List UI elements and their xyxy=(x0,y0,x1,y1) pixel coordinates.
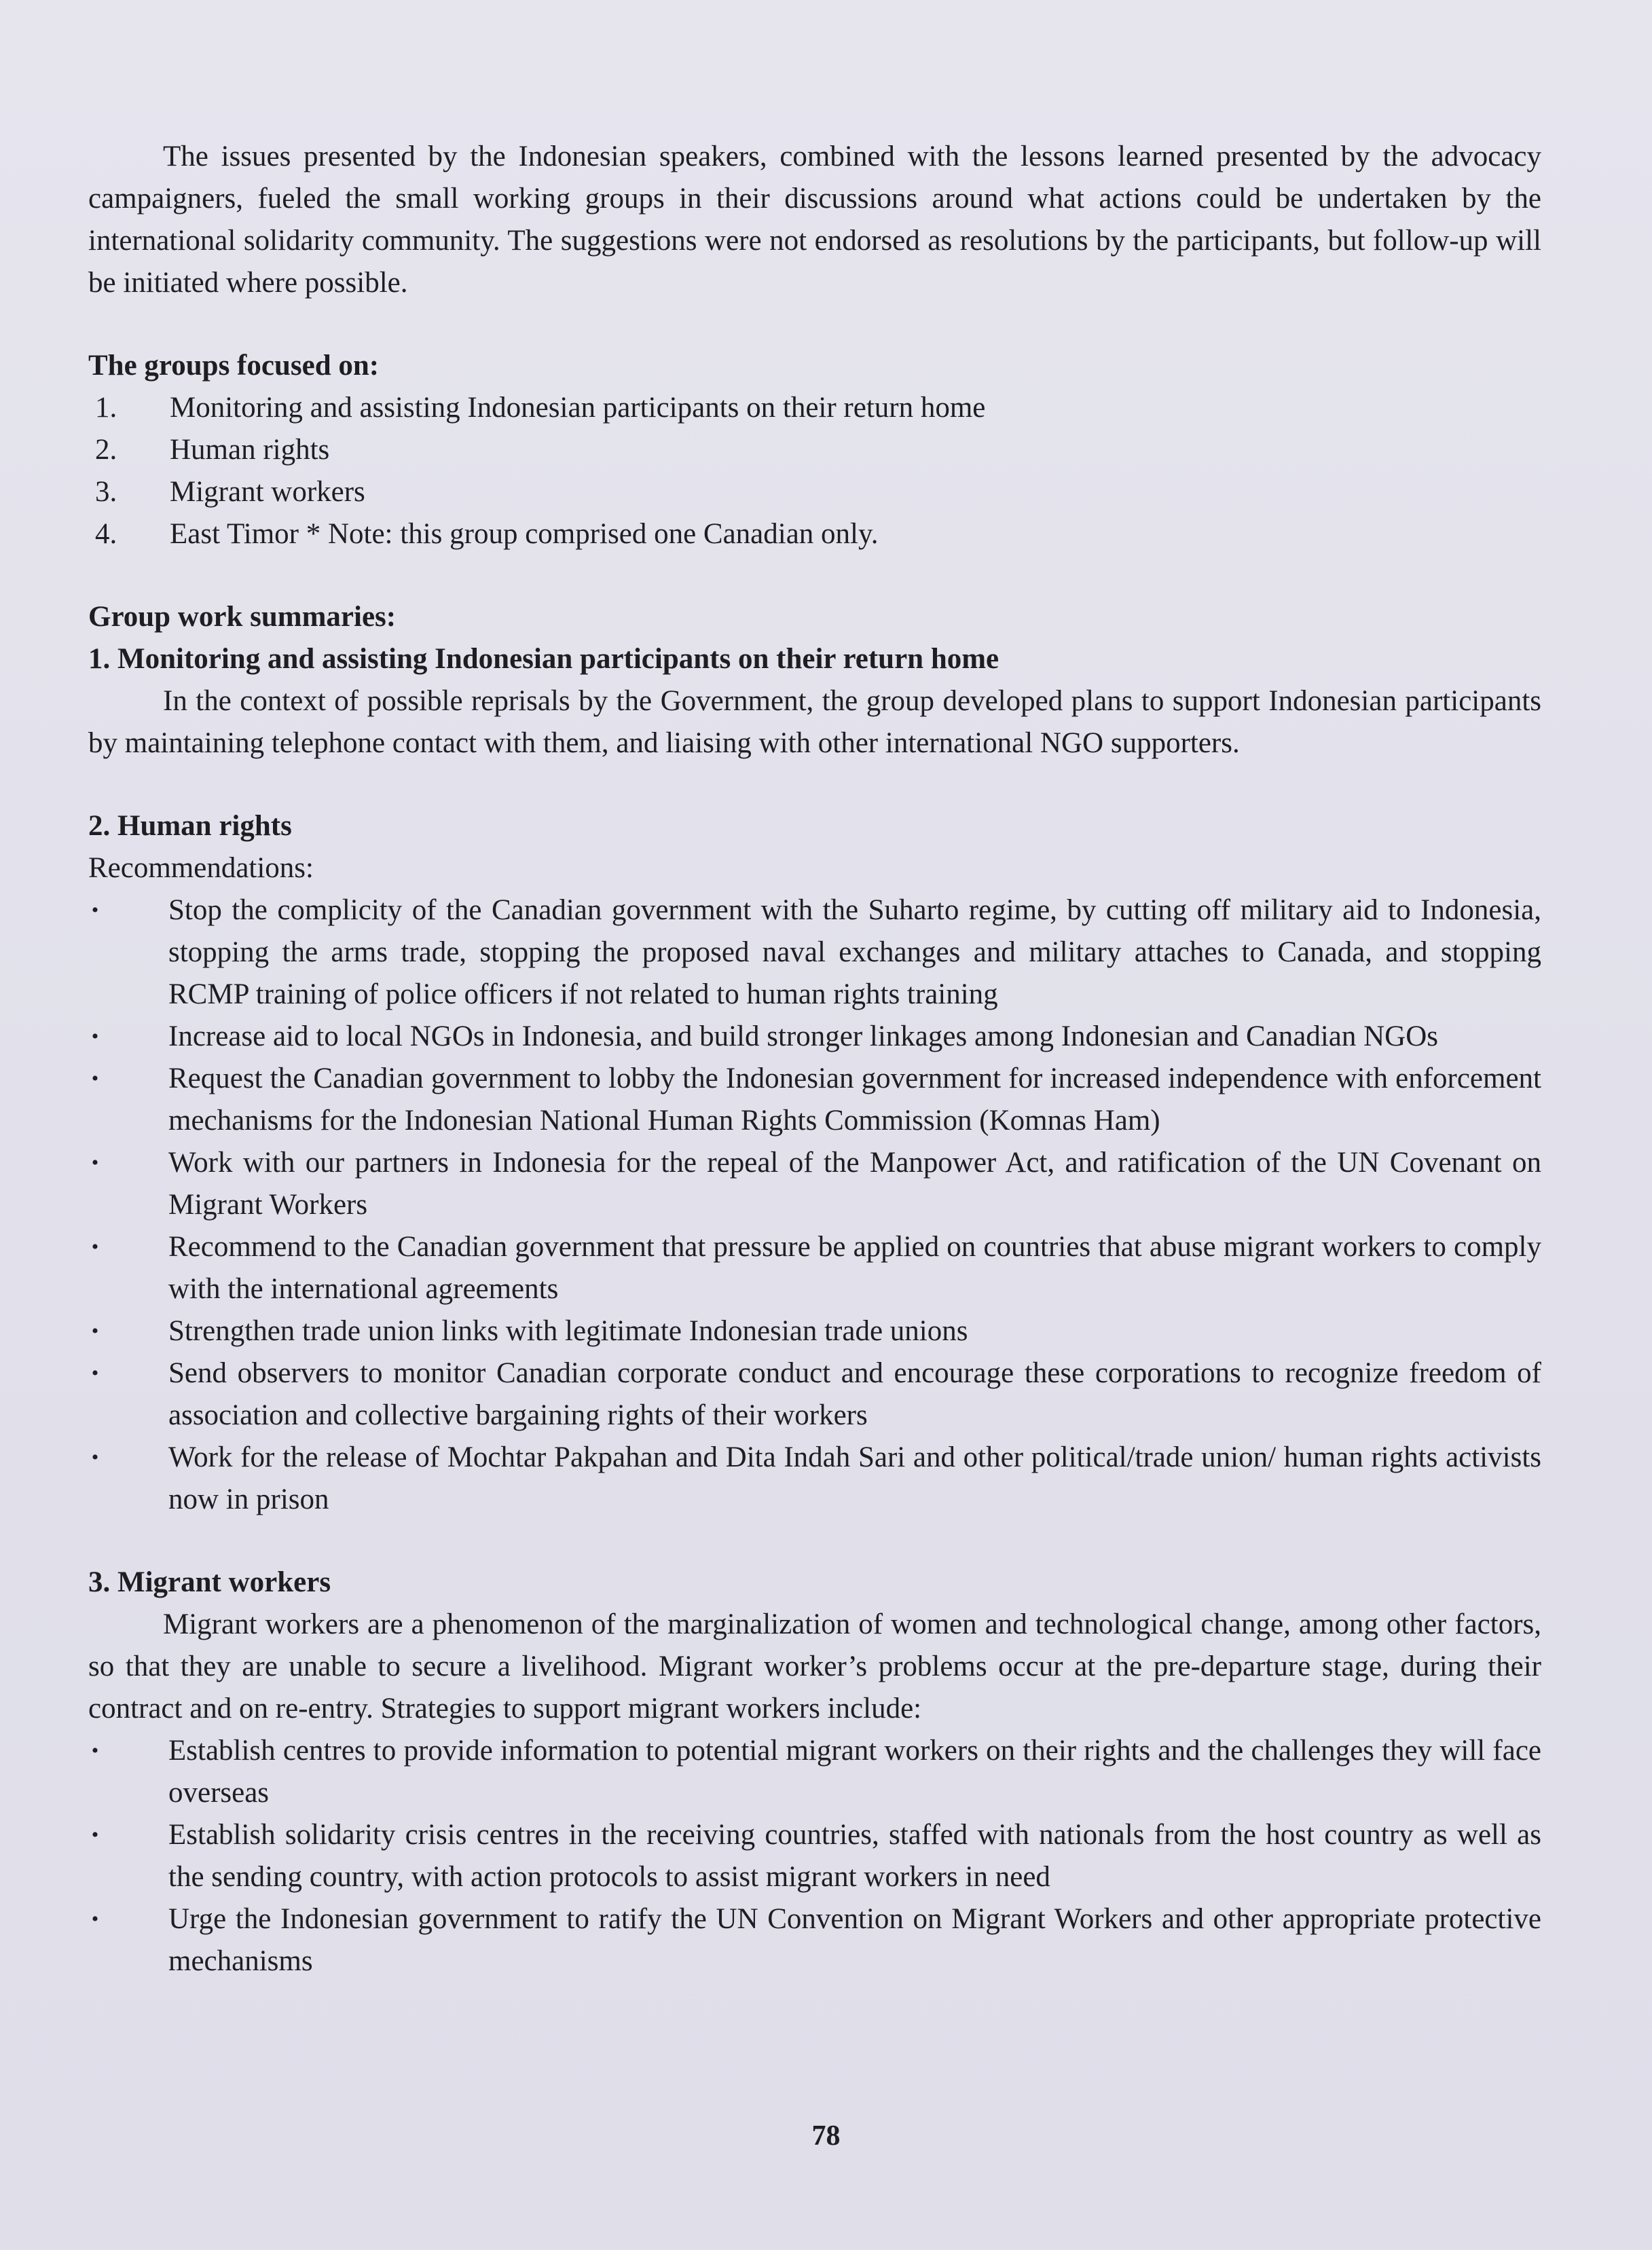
bullet-text: Work with our partners in Indonesia for the repeal of the Manpower Act, and ratification of the UN Covenant on Migrant Workers xyxy=(168,1147,1541,1221)
groups-focused-list xyxy=(88,387,1541,555)
monitoring-heading: 1. Monitoring and assisting Indonesian participants on their return home xyxy=(88,643,999,675)
list-number: 4. xyxy=(95,518,117,550)
list-item xyxy=(88,1310,1541,1352)
bullet-icon: • xyxy=(91,1824,99,1846)
bullet-icon: • xyxy=(91,1151,99,1174)
bullet-icon: • xyxy=(91,1236,99,1258)
migrant-workers-paragraph: Migrant workers are a phenomenon of the marginalization of women and technological change, among other factors, so that they are unable to secure a livelihood. Migrant worker’s problems occur at the pre-departure stage, during their contract and on re-entry. Strategies to support migrant workers include: xyxy=(88,1608,1541,1725)
human-rights-heading: 2. Human rights xyxy=(88,810,292,842)
bullet-icon: • xyxy=(91,1320,99,1342)
list-item-text: Human rights xyxy=(170,434,330,466)
group-work-summaries-heading: Group work summaries: xyxy=(88,601,397,633)
list-item xyxy=(88,429,1541,471)
list-item xyxy=(88,1016,1541,1058)
list-item-text: Migrant workers xyxy=(170,476,365,508)
list-item xyxy=(88,1898,1541,1982)
bullet-text: Recommend to the Canadian government that pressure be applied on countries that abuse migrant workers to comply with the international agreements xyxy=(168,1231,1541,1305)
bullet-text: Request the Canadian government to lobby the Indonesian government for increased independence with enforcement mechanisms for the Indonesian National Human Rights Commission (Komnas Ham) xyxy=(168,1063,1541,1137)
bullet-text: Send observers to monitor Canadian corporate conduct and encourage these corporations to recognize freedom of association and collective bargaining rights of their workers xyxy=(168,1357,1541,1431)
bullet-text: Increase aid to local NGOs in Indonesia, and build stronger linkages among Indonesian and Canadian NGOs xyxy=(168,1020,1439,1052)
migrant-workers-heading: 3. Migrant workers xyxy=(88,1566,331,1598)
page-content xyxy=(88,136,1541,1982)
list-item xyxy=(88,1814,1541,1898)
groups-focused-heading: The groups focused on: xyxy=(88,350,380,382)
bullet-text: Strengthen trade union links with legitimate Indonesian trade unions xyxy=(168,1315,968,1347)
list-item xyxy=(88,513,1541,555)
bullet-icon: • xyxy=(91,1908,99,1930)
human-rights-recommendations xyxy=(88,889,1541,1521)
list-item-text: East Timor * Note: this group comprised one Canadian only. xyxy=(170,518,879,550)
list-item xyxy=(88,471,1541,513)
list-item xyxy=(88,1437,1541,1521)
list-number: 3. xyxy=(95,476,117,508)
list-number: 2. xyxy=(95,434,117,466)
bullet-text: Urge the Indonesian government to ratify the UN Convention on Migrant Workers and other appropriate protective mechanisms xyxy=(168,1903,1541,1977)
bullet-text: Work for the release of Mochtar Pakpahan and Dita Indah Sari and other political/trade union/ human rights activists now in prison xyxy=(168,1441,1541,1515)
bullet-icon: • xyxy=(91,1446,99,1469)
list-item xyxy=(88,1352,1541,1437)
bullet-icon: • xyxy=(91,1739,99,1762)
list-item xyxy=(88,1142,1541,1226)
recommendations-label: Recommendations: xyxy=(88,852,314,884)
migrant-workers-strategies xyxy=(88,1730,1541,1982)
bullet-icon: • xyxy=(91,1067,99,1090)
bullet-text: Stop the complicity of the Canadian government with the Suharto regime, by cutting off military aid to Indonesia, stopping the arms trade, stopping the proposed naval exchanges and military attaches to Canada, and stopping RCMP training of police officers if not related to human rights training xyxy=(168,894,1541,1010)
list-item xyxy=(88,1730,1541,1814)
bullet-text: Establish centres to provide information to potential migrant workers on their rights and the challenges they will face overseas xyxy=(168,1735,1541,1809)
bullet-icon: • xyxy=(91,1025,99,1048)
monitoring-paragraph: In the context of possible reprisals by the Government, the group developed plans to support Indonesian participants by maintaining telephone contact with them, and liaising with other international NGO supporters. xyxy=(88,685,1541,759)
page-number: 78 xyxy=(811,2120,841,2152)
intro-paragraph: The issues presented by the Indonesian speakers, combined with the lessons learned presented by the advocacy campaigners, fueled the small working groups in their discussions around what actions could be undertaken by the international solidarity community. The suggestions were not endorsed as resolutions by the participants, but follow-up will be initiated where possible. xyxy=(88,141,1541,299)
list-item xyxy=(88,1226,1541,1310)
bullet-text: Establish solidarity crisis centres in the receiving countries, staffed with nationals from the host country as well as the sending country, with action protocols to assist migrant workers in need xyxy=(168,1819,1541,1893)
list-item xyxy=(88,387,1541,429)
bullet-icon: • xyxy=(91,1362,99,1384)
list-number: 1. xyxy=(95,392,117,424)
list-item xyxy=(88,1058,1541,1142)
list-item-text: Monitoring and assisting Indonesian participants on their return home xyxy=(170,392,986,424)
bullet-icon: • xyxy=(91,899,99,921)
list-item xyxy=(88,889,1541,1016)
